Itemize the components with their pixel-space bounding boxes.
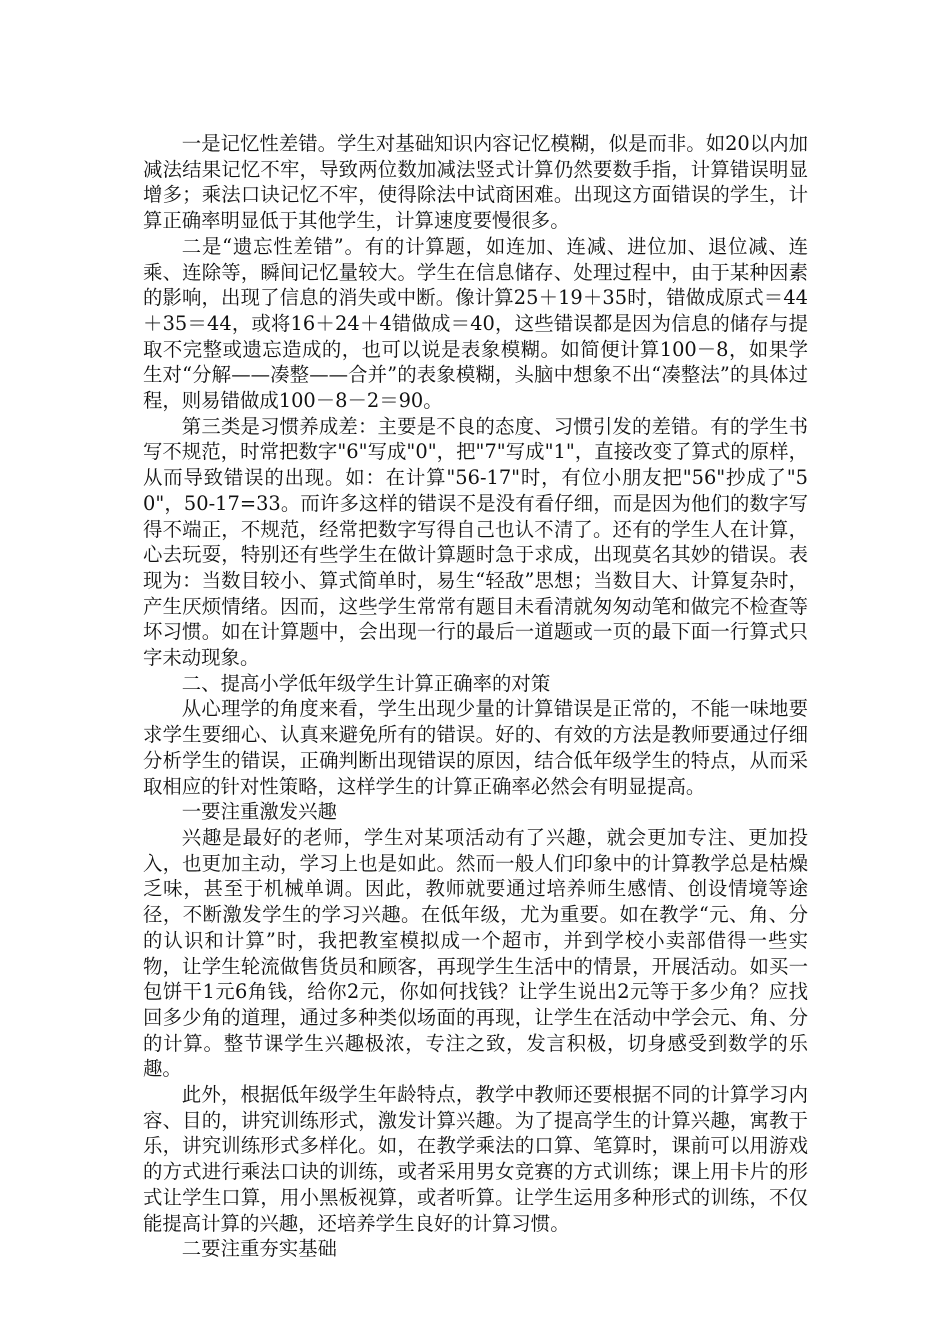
paragraph-interest: 兴趣是最好的老师，学生对某项活动有了兴趣，就会更加专注、更加投入，也更加主动，学习上也是如此。然而一般人们印象中的计算教学总是枯燥乏味，甚至于机械单调。因此，教师就要通过培养师生感情、创设情境等途径，不断激发学生的学习兴趣。在低年级，尤为重要。如在教学“元、角、分的认识和计算”时，我把教室模拟成一个超市，并到学校小卖部借得一些实物，让学生轮流做售货员和顾客，再现学生生活中的情景，开展活动。如买一包饼干1元6角钱，给你2元，你如何找钱？让学生说出2元等于多少角？应找回多少角的道理，通过多种类似场面的再现，让学生在活动中学会元、角、分的计算。整节课学生兴趣极浓，专注之致，发言积极，切身感受到数学的乐趣。 [143,825,808,1081]
paragraph-psychology: 从心理学的角度来看，学生出现少量的计算错误是正常的，不能一味地要求学生要细心、认真来避免所有的错误。好的、有效的方法是教师要通过仔细分析学生的错误，正确判断出现错误的原因，结合低年级学生的特点，从而采取相应的针对性策略，这样学生的计算正确率必然会有明显提高。 [143,697,808,798]
paragraph-training-forms: 此外，根据低年级学生年龄特点，教学中教师还要根据不同的计算学习内容、目的，讲究训练形式，激发计算兴趣。为了提高学生的计算兴趣，寓教于乐，讲究训练形式多样化。如，在教学乘法的口算、笔算时，课前可以用游戏的方式进行乘法口诀的训练，或者采用男女竞赛的方式训练；课上用卡片的形式让学生口算，用小黑板视算，或者听算。让学生运用多种形式的训练，不仅能提高计算的兴趣，还培养学生良好的计算习惯。 [143,1083,808,1235]
section-heading-strategies: 二、提高小学低年级学生计算正确率的对策 [181,671,551,695]
paragraph-forgetting-errors: 二是“遗忘性差错”。有的计算题，如连加、连减、进位加、退位减、连乘、连除等，瞬间记忆量较大。学生在信息储存、处理过程中，由于某种因素的影响，出现了信息的消失或中断。像计算25＋19＋35时，错做成原式＝44＋35＝44，或将16＋24＋4错做成＝40，这些错误都是因为信息的储存与提取不完整或遗忘造成的，也可以说是表象模糊。如简便计算100－8，如果学生对“分解——凑整——合并”的表象模糊，头脑中想象不出“凑整法”的具体过程，则易错做成100－8－2＝90。 [143,234,808,413]
subheading-foundation: 二要注重夯实基础 [181,1237,337,1261]
subheading-interest: 一要注重激发兴趣 [181,800,337,824]
document-page [143,131,808,1262]
paragraph-habit-errors: 第三类是习惯养成差：主要是不良的态度、习惯引发的差错。有的学生书写不规范，时常把数字"6"写成"0"，把"7"写成"1"，直接改变了算式的原样，从而导致错误的出现。如：在计算"56-17"时，有位小朋友把"56"抄成了"50"，50-17=33。而许多这样的错误不是没有看仔细，而是因为他们的数字写得不端正，不规范，经常把数字写得自己也认不清了。还有的学生人在计算，心去玩耍，特别还有些学生在做计算题时急于求成，出现莫名其妙的错误。表现为：当数目较小、算式简单时，易生“轻敌”思想；当数目大、计算复杂时，产生厌烦情绪。因而，这些学生常常有题目未看清就匆匆动笔和做完不检查等坏习惯。如在计算题中，会出现一行的最后一道题或一页的最下面一行算式只字未动现象。 [143,414,808,670]
paragraph-memory-errors: 一是记忆性差错。学生对基础知识内容记忆模糊，似是而非。如20以内加减法结果记忆不牢，导致两位数加减法竖式计算仍然要数手指，计算错误明显增多；乘法口诀记忆不牢，使得除法中试商困难。出现这方面错误的学生，计算正确率明显低于其他学生，计算速度要慢很多。 [143,132,808,233]
